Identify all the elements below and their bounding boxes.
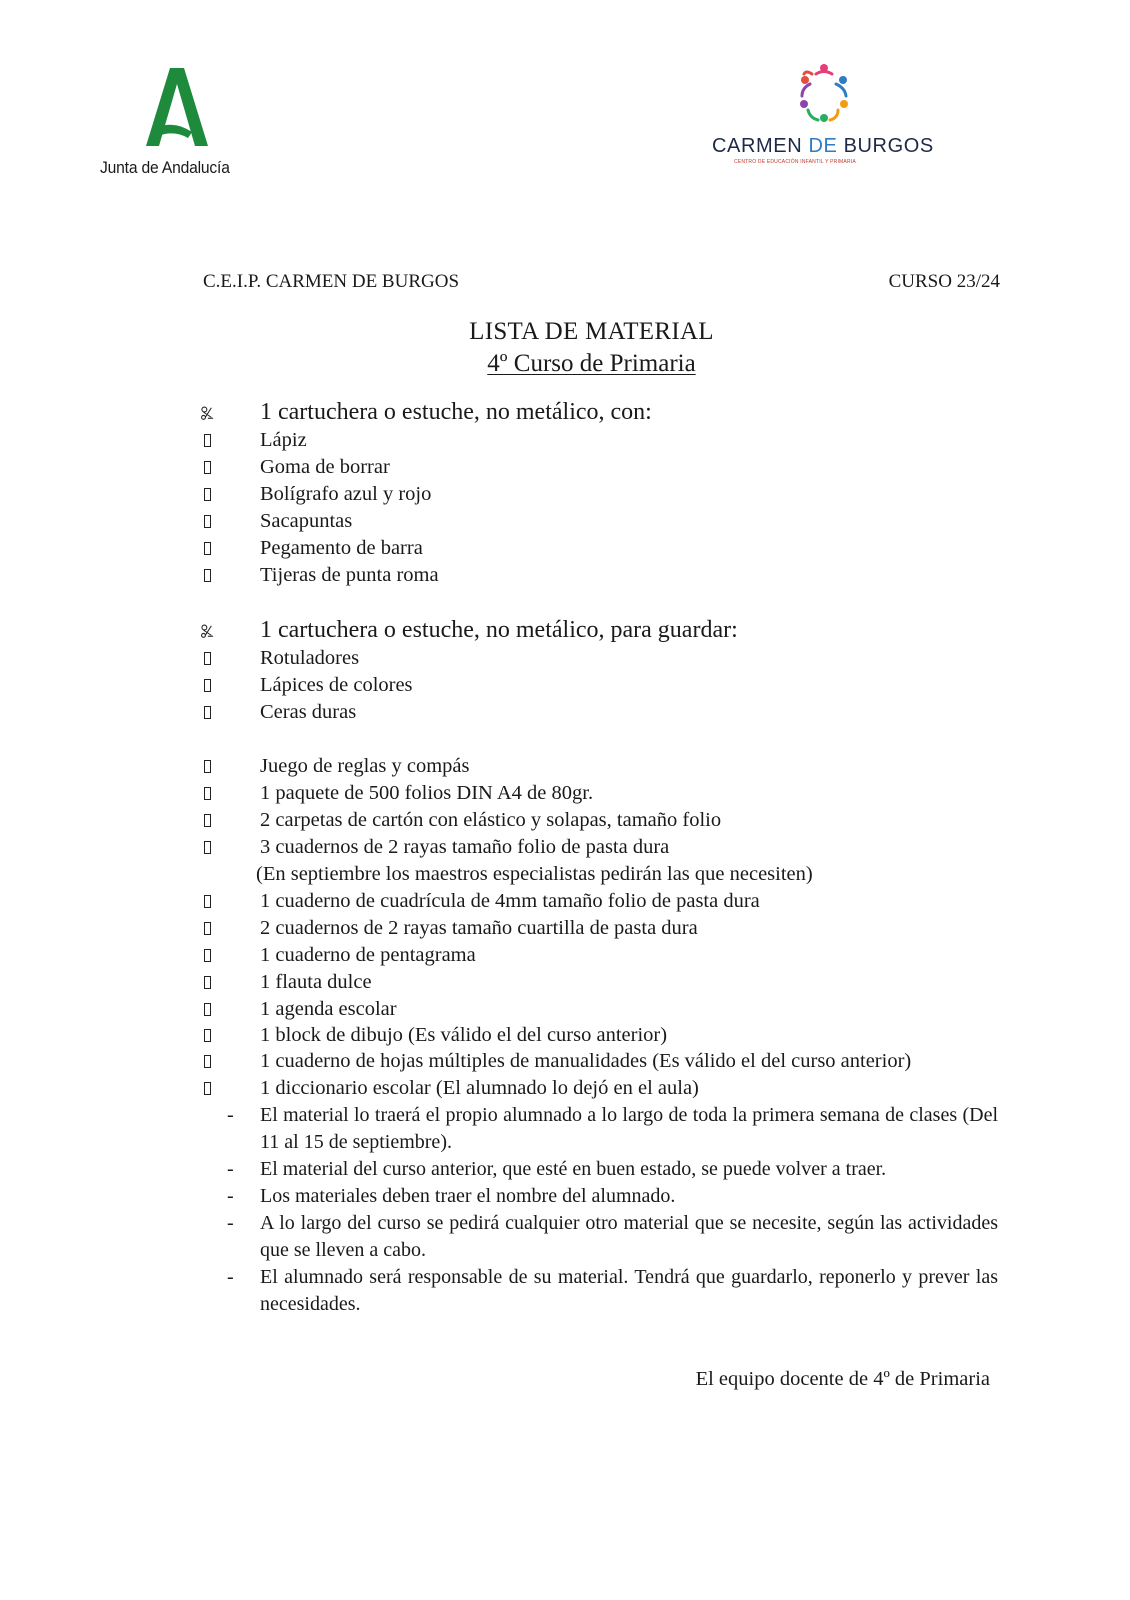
dash-bullet-icon: - <box>227 1212 234 1234</box>
list-item: Sacapuntas <box>0 508 1130 535</box>
checkbox-icon <box>200 1022 214 1049</box>
list-item-note <box>0 861 1130 888</box>
junta-andalucia-name: Junta de Andalucía <box>100 158 230 177</box>
checkbox-icon <box>200 834 214 861</box>
school-logo-name: CARMEN DE BURGOS <box>712 135 934 157</box>
checkbox-icon <box>200 915 214 942</box>
checkbox-icon <box>200 508 214 535</box>
list-item: Tijeras de punta roma <box>0 562 1130 589</box>
list-item: Lápices de colores <box>0 672 1130 699</box>
list-item: 1 cuaderno de pentagrama <box>0 942 1130 969</box>
checkbox-icon <box>200 753 214 780</box>
school-name: C.E.I.P. CARMEN DE BURGOS <box>203 271 460 292</box>
specialists-note: (En septiembre los maestros especialistas pedirán las que necesiten) <box>256 863 813 885</box>
checkbox-icon <box>200 1048 214 1075</box>
checkbox-icon <box>200 481 214 508</box>
list-item: 1 flauta dulce <box>0 969 1130 996</box>
checkbox-icon <box>200 996 214 1023</box>
list-item: Pegamento de barra <box>0 535 1130 562</box>
list-item: 2 cuadernos de 2 rayas tamaño cuartilla de pasta dura <box>0 915 1130 942</box>
document-subtitle: 4º Curso de Primaria <box>487 350 696 377</box>
dash-bullet-icon: - <box>227 1185 234 1207</box>
checkbox-icon <box>200 645 214 672</box>
list-item: Ceras duras <box>0 699 1130 726</box>
checkbox-icon <box>200 562 214 589</box>
checkbox-icon <box>200 1075 214 1102</box>
list-item: 1 cuaderno de hojas múltiples de manualidades (Es válido el del curso anterior) <box>0 1048 1130 1075</box>
scissors-bullet-icon <box>200 399 214 426</box>
dash-bullet-icon: - <box>227 1104 234 1126</box>
list-item-pencil-case-2 <box>0 617 1130 644</box>
list-item: 1 diccionario escolar (El alumnado lo dejó en el aula) <box>0 1075 1130 1102</box>
list-item: Goma de borrar <box>0 454 1130 481</box>
school-logo-subtitle: CENTRO DE EDUCACIÓN INFANTIL Y PRIMARIA <box>734 159 856 165</box>
list-item: Bolígrafo azul y rojo <box>0 481 1130 508</box>
course-year: CURSO 23/24 <box>888 271 1000 292</box>
list-item: Juego de reglas y compás <box>0 753 1130 780</box>
list-item: Rotuladores <box>0 645 1130 672</box>
checkbox-icon <box>200 969 214 996</box>
list-item: 1 paquete de 500 folios DIN A4 de 80gr. <box>0 780 1130 807</box>
carmen-de-burgos-logo <box>712 60 942 172</box>
section-lead: 1 cartuchera o estuche, no metálico, para guardar: <box>260 617 738 643</box>
list-item: 2 carpetas de cartón con elástico y solapas, tamaño folio <box>0 807 1130 834</box>
checkbox-icon <box>200 672 214 699</box>
list-item: 1 block de dibujo (Es válido el del curso anterior) <box>0 1022 1130 1049</box>
scissors-bullet-icon <box>200 617 214 644</box>
list-item: Lápiz <box>0 427 1130 454</box>
dash-bullet-icon: - <box>227 1158 234 1180</box>
signature: El equipo docente de 4º de Primaria <box>695 1368 990 1390</box>
list-item: 1 agenda escolar <box>0 996 1130 1023</box>
checkbox-icon <box>200 942 214 969</box>
section-lead: 1 cartuchera o estuche, no metálico, con: <box>260 399 652 425</box>
junta-andalucia-logo <box>100 66 260 186</box>
list-item-pencil-case-1 <box>0 399 1130 426</box>
dash-bullet-icon: - <box>227 1266 234 1288</box>
document-title: LISTA DE MATERIAL <box>469 318 714 345</box>
checkbox-icon <box>200 807 214 834</box>
list-item: 3 cuadernos de 2 rayas tamaño folio de pasta dura <box>0 834 1130 861</box>
checkbox-icon <box>200 454 214 481</box>
checkbox-icon <box>200 427 214 454</box>
list-item: 1 cuaderno de cuadrícula de 4mm tamaño folio de pasta dura <box>0 888 1130 915</box>
checkbox-icon <box>200 780 214 807</box>
junta-andalucia-emblem-icon <box>134 66 214 152</box>
checkbox-icon <box>200 699 214 726</box>
checkbox-icon <box>200 535 214 562</box>
children-circle-logo-icon <box>792 60 856 126</box>
checkbox-icon <box>200 888 214 915</box>
